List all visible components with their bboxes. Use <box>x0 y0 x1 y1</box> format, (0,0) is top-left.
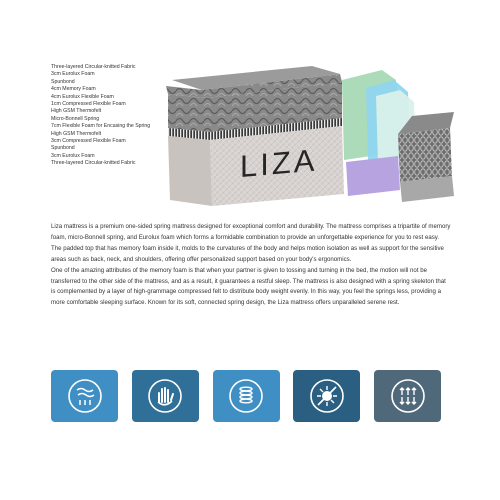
breathable-airflow-icon <box>67 378 103 414</box>
purple-foam-layer <box>346 156 400 196</box>
layer-item: Spunbond <box>51 145 75 152</box>
feature-tile <box>51 370 118 422</box>
anti-bacterial-icon <box>309 378 345 414</box>
description <box>51 222 451 309</box>
pressure-distribution-icon <box>390 378 426 414</box>
description-paragraph: Liza mattress is a premium one-sided spring mattress designed for exceptional comfort and durability. The mattress comprises a tripartite of memory foam, micro-Bonnell spring, and Eurolux foam which forms a formidable combination to provide an unforgettable experience for you to rest easy. The padded top that has memory foam inside it, molds to the curvatures of the body and helps motion isolation as well as support for the sensitive areas such as back, neck, and shoulders, offering offer personalized support based on your body's ergonomics. <box>51 223 451 263</box>
mattress-illustration <box>162 56 462 206</box>
layer-item: 4cm Memory Foam <box>51 86 96 93</box>
spring-coil-icon <box>228 378 264 414</box>
layer-item: 3cm Eurolux Foam <box>51 71 95 78</box>
layer-item: Micro-Bonnell Spring <box>51 115 100 122</box>
feature-icons <box>51 370 441 422</box>
layer-item: 7cm Flexible Foam for Encasing the Spring <box>51 123 151 130</box>
brand-wordmark: LIZA <box>240 142 318 185</box>
feature-tile <box>374 370 441 422</box>
feature-tile <box>293 370 360 422</box>
layer-list <box>51 64 163 168</box>
feature-tile <box>213 370 280 422</box>
layer-item: High GSM Thermofelt <box>51 130 102 137</box>
layer-item: Three-layered Circular-knitted Fabric <box>51 160 136 167</box>
layer-item: 1cm Compressed Flexible Foam <box>51 101 126 108</box>
layer-item: Three-layered Circular-knitted Fabric <box>51 64 136 70</box>
description-paragraph: One of the amazing attributes of the memory foam is that when your partner is given to tossing and turning in the bed, the motion will not be transferred to the other side of the mattress, and as a result, it guarantees a restful sleep. The mattress is also designed with a spring skeleton that is complemented by a layer of high-grammage compressed felt to distribute body weight evenly. In this way, you feel the springs less, providing a more comfortable sleeping surface. Known for its soft, connected spring design, the Liza mattress offers unparalleled serene rest. <box>51 266 446 307</box>
feature-tile <box>132 370 199 422</box>
layer-item: Spunbond <box>51 78 75 85</box>
layer-item: 4cm Eurolux Flexible Foam <box>51 93 114 100</box>
layer-item: High GSM Thermofelt <box>51 108 102 115</box>
layer-item: 3cm Compressed Flexible Foam <box>51 138 126 145</box>
layer-item: 3cm Eurolux Foam <box>51 152 95 159</box>
hand-comfort-icon <box>147 378 183 414</box>
